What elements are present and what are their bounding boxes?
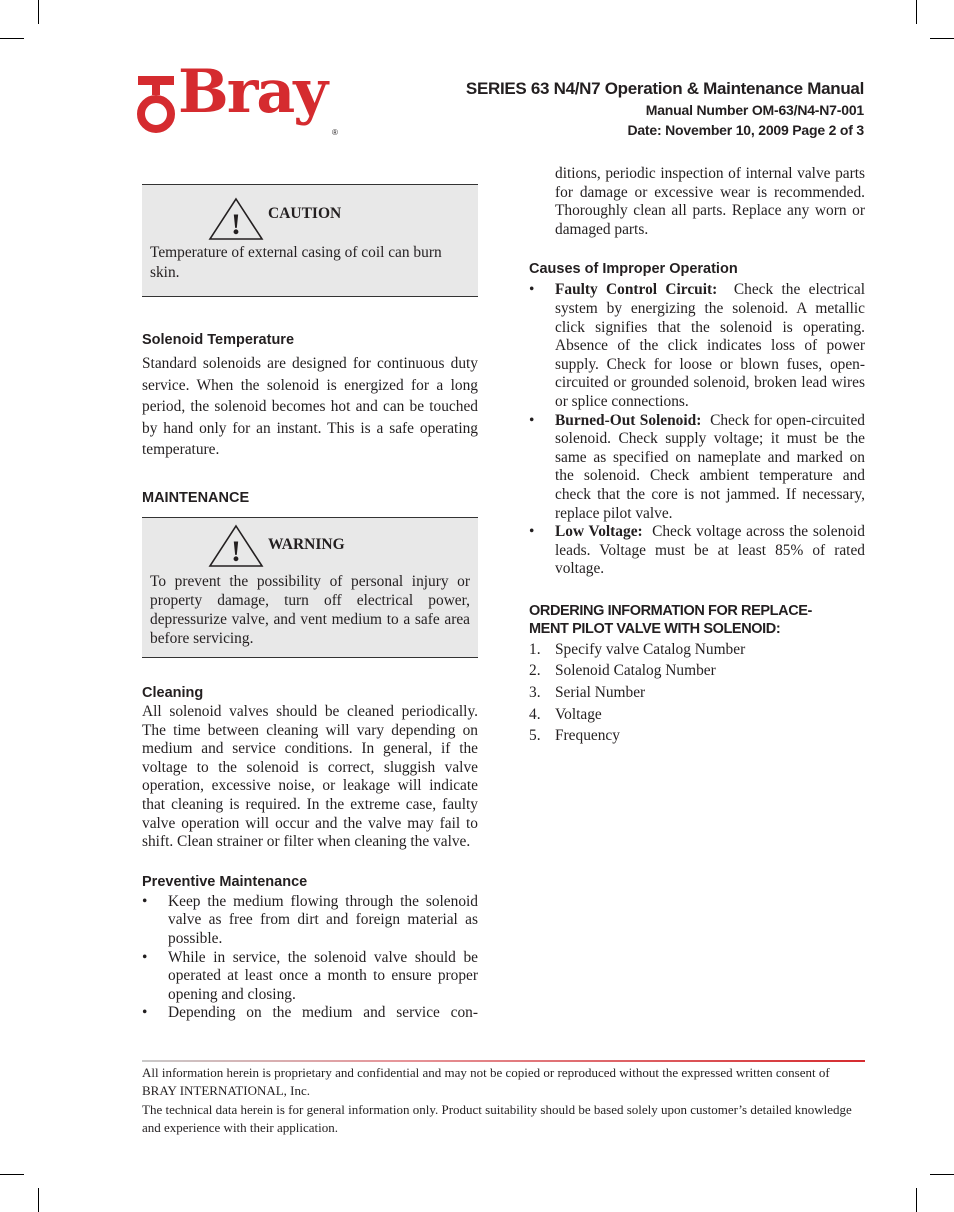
causes-heading: Causes of Improper Operation: [529, 261, 738, 278]
list-item: 1. Specify valve Catalog Number: [529, 640, 746, 658]
footer: [142, 1064, 865, 1138]
list-item: • Low Voltage: Check voltage across the solenoid leads. Voltage must be at least 85% of rated voltage.: [529, 523, 865, 578]
bullet: •: [529, 281, 535, 299]
warning-label: WARNING: [268, 535, 345, 553]
date-page: Date: November 10, 2009 Page 2 of 3: [627, 122, 864, 138]
warning-text: To prevent the possibility of personal injury or property damage, turn off electrical power, depressurize valve, and vent medium to a safe area before servicing.: [150, 572, 470, 647]
footer-divider: [142, 1060, 865, 1062]
cleaning-text: All solenoid valves should be cleaned periodically. The time between cleaning will vary depending on medium and service conditions. In general, if the voltage to the solenoid is correct, sluggish valve operation, excessive noise, or leakage will indicate that cleaning is required. In the extreme case, faulty valve operation will occur and the valve may fail to shift. Clean strainer or filter when cleaning the valve.: [142, 702, 478, 851]
maintenance-heading: MAINTENANCE: [142, 489, 250, 506]
right-column: [529, 165, 865, 747]
manual-number: Manual Number OM-63/N4-N7-001: [645, 102, 864, 118]
list-item: 3. Serial Number: [529, 684, 646, 702]
preventive-continued-text: ditions, periodic inspection of internal valve parts for damage or excessive wear is recommended. Thoroughly clean all parts. Replace any worn or damaged parts.: [555, 165, 865, 238]
list-item: • Faulty Control Circuit: Check the electrical system by energizing the solenoid. A metallic click signifies that the solenoid is operating. Absence of the click indicates loss of power supply. Check for loose or blown fuses, open-circuited or grounded solenoid, broken lead wires or splice connections.: [529, 281, 865, 410]
caution-triangle-icon: [208, 197, 264, 241]
caution-label: CAUTION: [268, 205, 342, 222]
warning-triangle-icon: [208, 524, 264, 568]
crop-mark: [0, 38, 24, 39]
causes-list: [529, 281, 865, 579]
warning-box: [142, 517, 478, 658]
list-item: • While in service, the solenoid valve should be operated at least once a month to ensure proper opening and closing.: [142, 948, 478, 1003]
registered-mark: ®: [332, 128, 338, 137]
caution-exclamation: !: [231, 208, 241, 241]
footer-technical-notice: The technical data herein is for general information only. Product suitability should be based solely upon customer’s detailed knowledge and experience with their application.: [142, 1101, 852, 1136]
footer-proprietary-notice: All information herein is proprietary and confidential and may not be copied or reproduced without the expressed written consent of BRAY INTERNATIONAL, Inc.: [142, 1065, 830, 1099]
crop-mark: [930, 1174, 954, 1175]
bullet: •: [142, 892, 148, 910]
solenoid-temperature-heading: Solenoid Temperature: [142, 332, 295, 348]
list-item: • Depending on the medium and service con-: [142, 1004, 478, 1022]
warning-exclamation: !: [231, 534, 241, 568]
list-item: 5. Frequency: [529, 727, 620, 745]
crop-mark: [0, 1174, 24, 1175]
bullet: •: [529, 523, 535, 541]
list-item: • Keep the medium flowing through the solenoid valve as free from dirt and foreign material as possible.: [142, 892, 478, 947]
cleaning-heading: Cleaning: [142, 684, 204, 701]
bullet: •: [142, 948, 148, 966]
list-item: • Burned-Out Solenoid: Check for open-circuited solenoid. Check supply voltage; it must be the same as specified on nameplate and marked on the solenoid. Check ambient temperature and check that the core is not jammed. If necessary, replace pilot valve.: [529, 411, 865, 522]
manual-title: SERIES 63 N4/N7 Operation & Maintenance Manual: [465, 79, 864, 98]
logo-wordmark: Bray: [178, 57, 327, 127]
bullet: •: [529, 411, 535, 429]
bray-logo: [136, 57, 346, 138]
crop-mark: [38, 1188, 39, 1212]
crop-mark: [916, 0, 917, 24]
preventive-maintenance-heading: Preventive Maintenance: [142, 873, 308, 890]
list-item: 2. Solenoid Catalog Number: [529, 662, 716, 680]
document-header: [466, 78, 864, 140]
crop-mark: [930, 38, 954, 39]
list-item: 4. Voltage: [529, 705, 602, 723]
crop-mark: [38, 0, 39, 24]
caution-text: Temperature of external casing of coil can burn skin.: [150, 244, 442, 281]
crop-mark: [916, 1188, 917, 1212]
solenoid-temperature-text: Standard solenoids are designed for continuous duty service. When the solenoid is energized for a long period, the solenoid becomes hot and can be touched by hand only for an instant. This is a safe operating temperature.: [142, 355, 478, 459]
preventive-maintenance-list: [142, 893, 478, 1023]
bullet: •: [142, 1004, 148, 1022]
caution-box: [142, 184, 478, 297]
ordering-heading: ORDERING INFORMATION FOR REPLACE- MENT PILOT VALVE WITH SOLENOID:: [529, 602, 812, 637]
left-column: [142, 184, 478, 1023]
ordering-list: [529, 639, 865, 747]
bray-logo-icon: [136, 74, 176, 136]
